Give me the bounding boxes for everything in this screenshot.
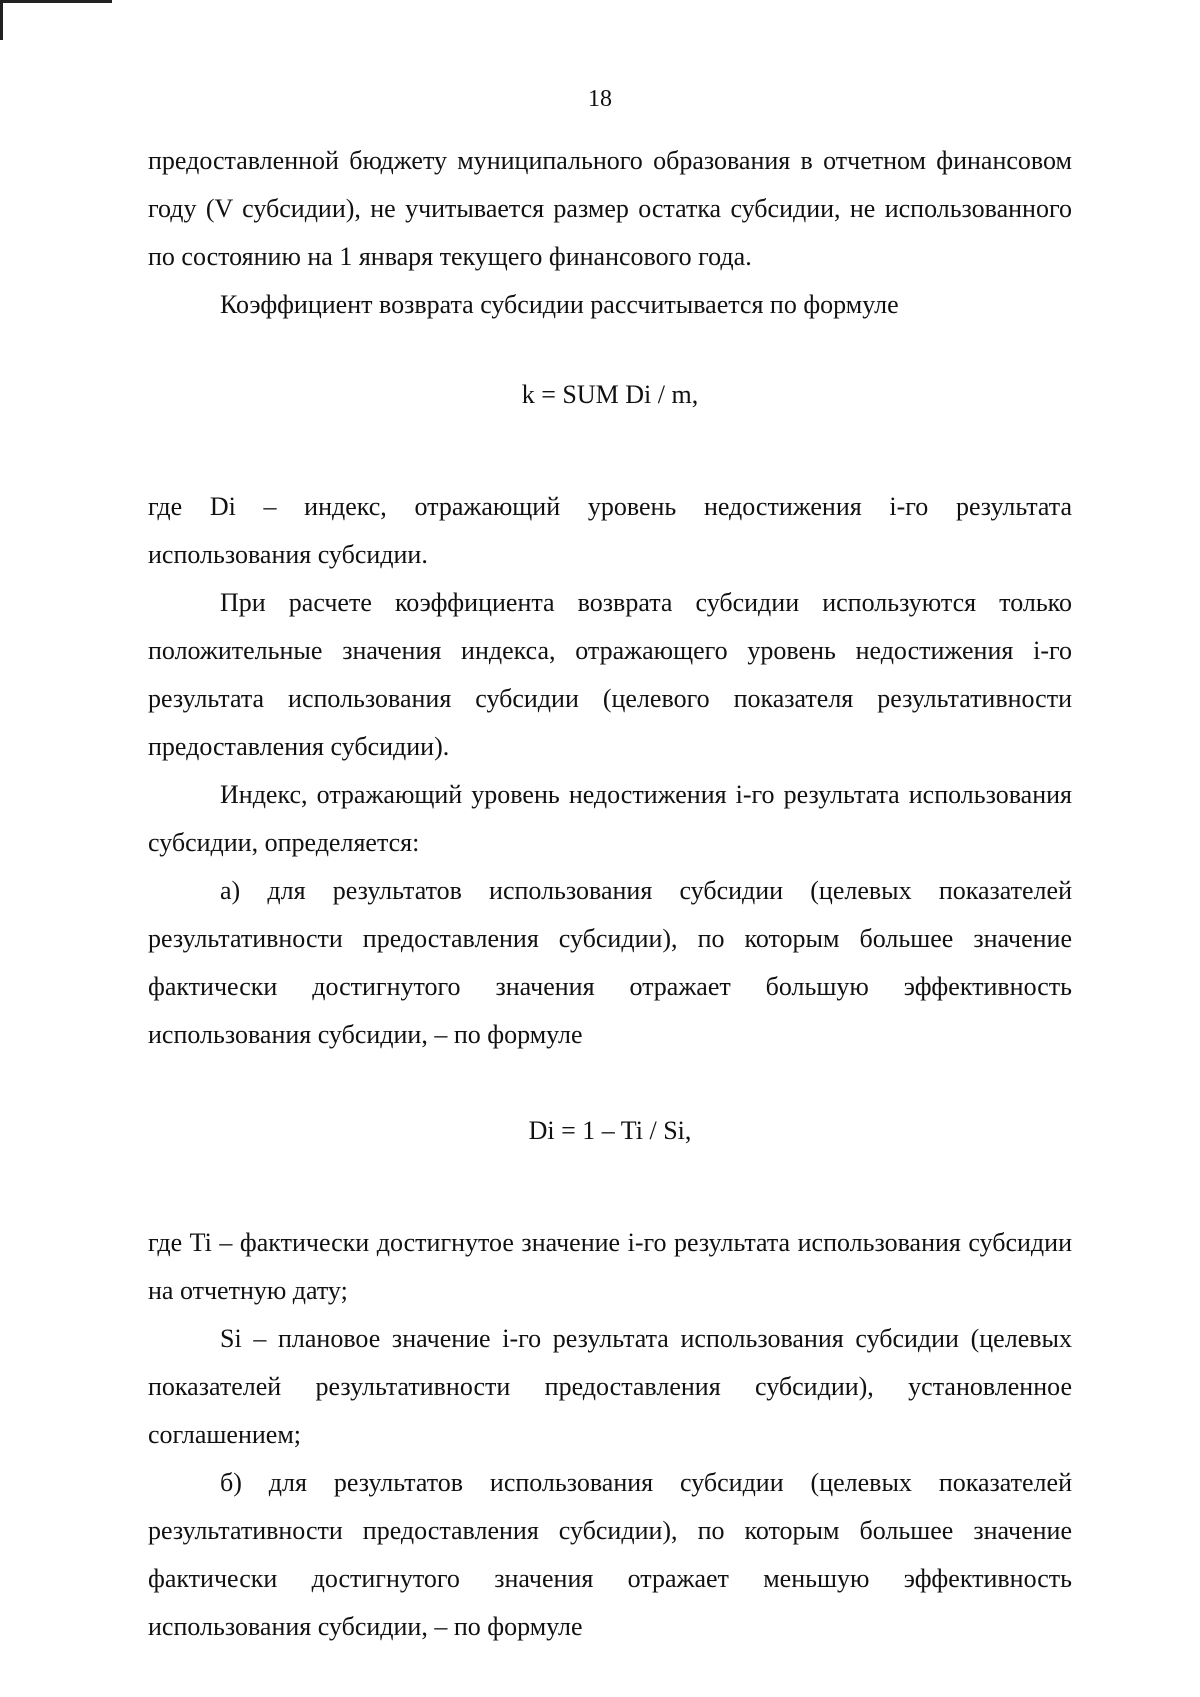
paragraph-ti-definition: где Ti – фактически достигнутое значение i-го результата использования субсидии на отчетную дату; bbox=[148, 1228, 1072, 1305]
paragraph-case-b: б) для результатов использования субсидии (целевых показателей результативности предоставления субсидии), по которым большее значение фактически достигнутого значения отражает меньшую эффективность использования субсидии, – по формуле bbox=[148, 1468, 1072, 1641]
paragraph-si-definition: Si – плановое значение i-го результата использования субсидии (целевых показателей результативности предоставления субсидии), установленное соглашением; bbox=[148, 1324, 1072, 1449]
page-number: 18 bbox=[588, 86, 612, 112]
paragraph-di-definition: где Di – индекс, отражающий уровень недостижения i-го результата использования субсидии. bbox=[148, 492, 1072, 569]
paragraph-positive-values: При расчете коэффициента возврата субсидии используются только положительные значения индекса, отражающего уровень недостижения i-го результата использования субсидии (целевого показателя результативности предоставления субсидии). bbox=[148, 588, 1072, 761]
scan-edge-top bbox=[0, 0, 112, 3]
paragraph-coefficient-intro: Коэффициент возврата субсидии рассчитывается по формуле bbox=[220, 290, 899, 319]
paragraph-case-a: а) для результатов использования субсидии (целевых показателей результативности предоставления субсидии), по которым большее значение фактически достигнутого значения отражает большую эффективность использования субсидии, – по формуле bbox=[148, 876, 1072, 1049]
document-body bbox=[148, 137, 1072, 1651]
scan-edge-left bbox=[0, 0, 3, 40]
paragraph-continuation: предоставленной бюджету муниципального образования в отчетном финансовом году (V субсидии), не учитывается размер остатка субсидии, не использованного по состоянию на 1 января текущего финансового года. bbox=[148, 146, 1072, 271]
formula-k: k = SUM Di / m, bbox=[521, 380, 699, 409]
paragraph-index-determined: Индекс, отражающий уровень недостижения i-го результата использования субсидии, определяется: bbox=[148, 780, 1072, 857]
formula-di: Di = 1 – Ti / Si, bbox=[528, 1116, 692, 1145]
